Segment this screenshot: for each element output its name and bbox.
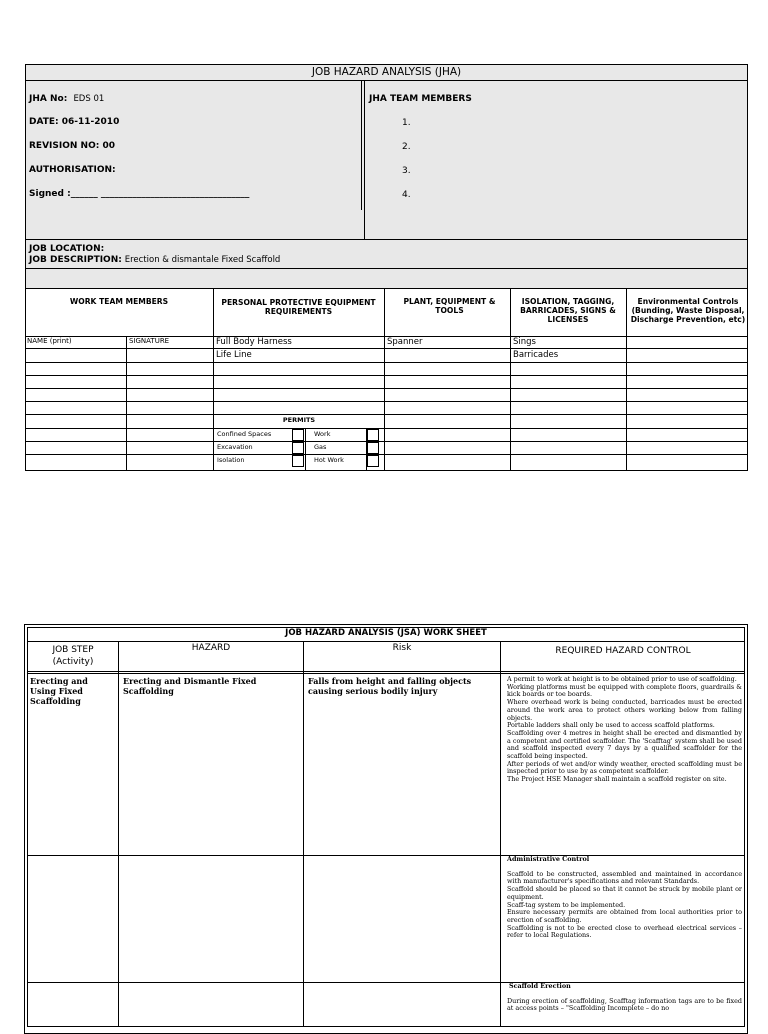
team-member-3[interactable]: 3. xyxy=(402,166,411,176)
permit-isolation: Isolation xyxy=(217,456,245,464)
control-item: After periods of wet and/or windy weather, erected scaffolding must be inspected prior to use by as competent scaffolder. xyxy=(507,759,742,776)
row3-heading: Scaffold Erection xyxy=(509,982,571,990)
team-members-label: JHA TEAM MEMBERS xyxy=(369,94,472,104)
name-print-label: NAME (print) xyxy=(27,337,72,345)
ppe-item: Full Body Harness xyxy=(216,337,292,347)
control-item: Scaffold should be placed so that it cannot be struck by mobile plant or equipment. xyxy=(507,885,742,901)
row1-job-step: Erecting and Using Fixed Scaffolding xyxy=(30,676,88,706)
row1-hazard: Erecting and Dismantle Fixed Scaffolding xyxy=(123,676,257,696)
isolation-item: Barricades xyxy=(513,350,559,360)
header-ppe: PERSONAL PROTECTIVE EQUIPMENT REQUIREMENTS xyxy=(221,298,376,316)
jsa-title: JOB HAZARD ANALYSIS (JSA) WORK SHEET xyxy=(285,628,487,638)
permit-hot-work: Hot Work xyxy=(314,456,344,464)
job-location-label: JOB LOCATION: xyxy=(29,244,105,254)
control-item: The Project HSE Manager shall maintain a scaffold register on site. xyxy=(507,775,727,784)
control-item: Ensure necessary permits are obtained from local authorities prior to erection of scaffolding. xyxy=(507,908,742,924)
row2-controls xyxy=(507,856,742,940)
team-member-4[interactable]: 4. xyxy=(402,190,411,200)
row1-controls xyxy=(507,676,742,784)
job-description: JOB DESCRIPTION: Erection & dismantale Fixed Scaffold xyxy=(29,255,281,265)
control-item: A permit to work at height is to be obtained prior to use of scaffolding. xyxy=(507,675,737,683)
control-item: During erection of scaffolding, Scafftag information tags are to be fixed at access points – "Scaffolding Incomplete – do no xyxy=(507,996,742,1013)
col-hazard: HAZARD xyxy=(191,643,231,653)
control-item: Scaffold to be constructed, assembled and maintained in accordance with manufacturer's specifications and relevant Standards. xyxy=(507,869,742,886)
col-control: REQUIRED HAZARD CONTROL xyxy=(555,646,691,656)
permit-checkbox[interactable] xyxy=(367,442,379,454)
header-environmental: Environmental Controls (Bunding, Waste Disposal, Discharge Prevention, etc) xyxy=(630,297,746,324)
control-item: Where overhead work is being conducted, barricades must be erected around the work area to protect others working below from falling objects. xyxy=(507,698,742,722)
col-job-step: JOB STEP (Activity) xyxy=(52,645,94,667)
row1-risk: Falls from height and falling objects causing serious bodily injury xyxy=(308,676,472,696)
team-member-1[interactable]: 1. xyxy=(402,118,411,128)
permit-work: Work xyxy=(314,430,331,438)
row2-heading: Administrative Control xyxy=(507,855,590,863)
jha-title: JOB HAZARD ANALYSIS (JHA) xyxy=(311,66,462,78)
ppe-item: Life Line xyxy=(216,350,252,360)
plant-item: Spanner xyxy=(387,337,423,347)
permit-confined-spaces: Confined Spaces xyxy=(217,430,272,438)
permit-checkbox[interactable] xyxy=(367,455,379,467)
job-description-value: Erection & dismantale Fixed Scaffold xyxy=(124,255,281,265)
revision-field: REVISION NO: 00 xyxy=(29,141,115,151)
jha-no: JHA No: EDS 01 xyxy=(29,94,105,104)
signature-label: SIGNATURE xyxy=(129,337,170,345)
control-item: Working platforms must be equipped with complete floors, guardrails & kick boards or toe boards. xyxy=(507,682,742,699)
isolation-item: Sings xyxy=(513,337,536,347)
jha-no-value: EDS 01 xyxy=(73,94,105,104)
permit-excavation: Excavation xyxy=(217,443,253,451)
authorisation-field: AUTHORISATION: xyxy=(29,165,116,175)
team-member-2[interactable]: 2. xyxy=(402,142,411,152)
permit-checkbox[interactable] xyxy=(292,442,304,454)
row3-controls xyxy=(507,983,742,1013)
header-work-team: WORK TEAM MEMBERS xyxy=(69,297,169,306)
signed-field[interactable]: Signed :______ _________________________________ xyxy=(29,189,250,199)
permits-label: PERMITS xyxy=(282,416,316,424)
permit-gas: Gas xyxy=(314,443,327,451)
control-item: Scaff-tag system to be implemented. xyxy=(507,900,626,909)
header-isolation: ISOLATION, TAGGING, BARRICADES, SIGNS & LICENSES xyxy=(520,297,616,324)
control-item: Scaffolding over 4 metres in height shall be erected and dismantled by a competent and certified scaffolder. The 'Scafftag' system shall be used and scaffold inspected every 7 days by a qualified scaffolder for the scaffold being inspected. xyxy=(507,728,742,761)
permit-checkbox[interactable] xyxy=(292,455,304,467)
col-risk: Risk xyxy=(392,643,412,653)
permit-checkbox[interactable] xyxy=(367,429,379,441)
control-item: Portable ladders shall only be used to access scaffold platforms. xyxy=(507,721,715,730)
date-field: DATE: 06-11-2010 xyxy=(29,117,120,127)
header-plant: PLANT, EQUIPMENT & TOOLS xyxy=(403,297,496,315)
control-item: Scaffolding is not to be erected close to overhead electrical services –refer to local Regulations. xyxy=(507,923,742,940)
permit-checkbox[interactable] xyxy=(292,429,304,441)
